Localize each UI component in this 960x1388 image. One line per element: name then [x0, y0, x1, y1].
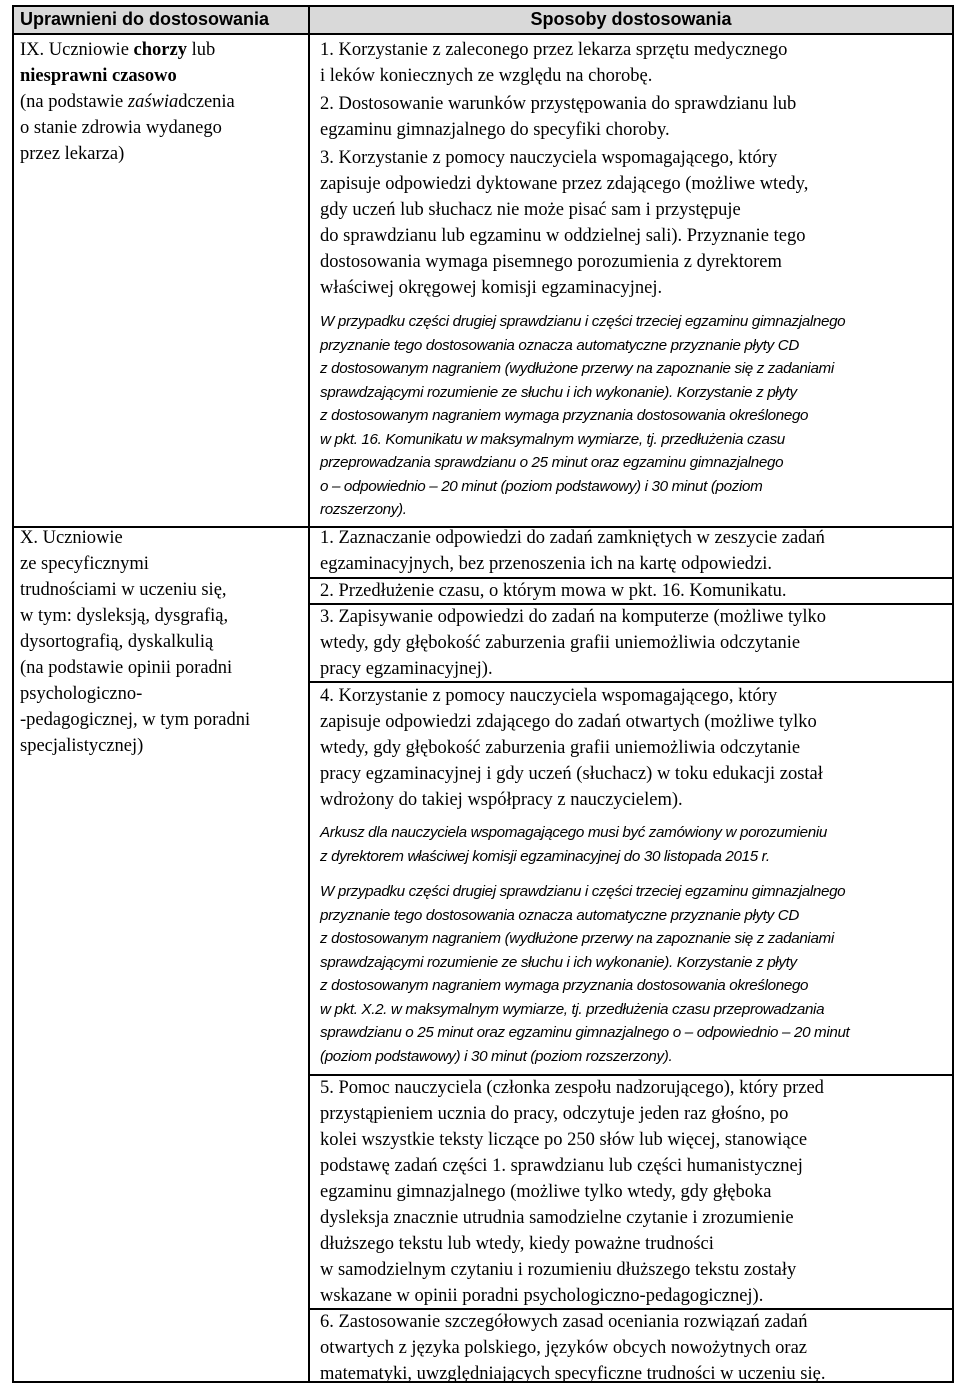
- table-border-top: [12, 5, 954, 7]
- section-ix-note: W przypadku części drugiej sprawdzianu i części trzeciej egzaminu gimnazjalnego przyznanie tego dostosowania oznacza automatyczne przyznanie płyty CD z dostosowanym nagraniem (wydłużone przerwy na zapoznanie się z zadaniami sprawdzającymi rozumienie ze słuchu i ich wykonanie). Korzystanie z płyty z dostosowanym nagraniem wymaga przyznania dostosowania określonego w pkt. 16. Komunikatu w maksymalnym wymiarze, tj. przedłużenia czasu przeprowadzania sprawdzianu o 25 minut oraz egzaminu gimnazjalnego o – odpowiednio – 20 minut (poziom podstawowy) i 30 minut (poziom rozszerzony).: [320, 313, 846, 518]
- table-border-left: [12, 5, 14, 1383]
- header-eligible: Uprawnieni do dostosowania: [12, 5, 308, 33]
- section-ix-item-2: 2. Dostosowanie warunków przystępowania do sprawdzianu lub egzaminu gimnazjalnego do specyfiki choroby.: [320, 94, 797, 140]
- section-x-item-2: 2. Przedłużenie czasu, o którym mowa w pkt. 16. Komunikatu.: [320, 581, 787, 601]
- section-ix-line5: przez lekarza): [20, 144, 125, 164]
- section-x-item-6: 6. Zastosowanie szczegółowych zasad oceniania rozwiązań zadań otwartych z języka polskiego, języków obcych nowożytnych oraz matematyki, uwzględniających specyficzne trudności w uczeniu się.: [320, 1312, 826, 1384]
- section-x-note-2: W przypadku części drugiej sprawdzianu i części trzeciej egzaminu gimnazjalnego przyznanie tego dostosowania oznacza automatyczne przyznanie płyty CD z dostosowanym nagraniem (wydłużone przerwy na zapoznanie się z zadaniami sprawdzającymi rozumienie ze słuchu i ich wykonanie). Korzystanie z płyty z dostosowanym nagraniem wymaga przyznania dostosowania określonego w pkt. X.2. w maksymalnym wymiarze, tj. przedłużenia czasu przeprowadzania sprawdzianu o 25 minut oraz egzaminu gimnazjalnego o – odpowiednio – 20 minut (poziom podstawowy) i 30 minut (poziom rozszerzony).: [320, 883, 850, 1065]
- section-ix-eligible: [20, 37, 306, 167]
- section-x-eligible: X. Uczniowie ze specyficznymi trudnościami w uczeniu się, w tym: dysleksją, dysgrafią, dysortografią, dyskalkulią (na podstawie opinii poradni psychologiczno- -pedagogicznej, w tym poradni specjalistycznej): [20, 528, 251, 756]
- section-x-item-1: 1. Zaznaczanie odpowiedzi do zadań zamkniętych w zeszycie zadań egzaminacyjnych, bez przenoszenia ich na kartę odpowiedzi.: [320, 528, 825, 574]
- section-x-item-5: 5. Pomoc nauczyciela (członka zespołu nadzorującego), który przed przystąpieniem ucznia do pracy, odczytuje jeden raz głośno, po kolei wszystkie teksty liczące po 250 słów lub więcej, stanowiące podstawę zadań części 1. sprawdzianu lub części humanistycznej egzaminu gimnazjalnego (możliwe tylko wtedy, gdy głęboka dysleksja znacznie utrudnia samodzielne czytanie i zrozumienie dłuższego tekstu lub wtedy, kiedy poważne trudności w samodzielnym czytaniu i rozumieniu dłuższego tekstu zostały wskazane w opinii poradni psychologiczno-pedagogicznej).: [320, 1078, 824, 1306]
- column-divider: [308, 5, 310, 1383]
- section-ix-line2: niesprawni czasowo: [20, 66, 177, 86]
- section-ix-line3: (na podstawie zaświadczenia: [20, 92, 235, 112]
- adjustments-table: [12, 5, 954, 1383]
- section-x-item-3: 3. Zapisywanie odpowiedzi do zadań na komputerze (możliwe tylko wtedy, gdy głębokość zaburzenia grafii uniemożliwia odczytanie pracy egzaminacyjnej).: [320, 607, 827, 679]
- header-methods: Sposoby dostosowania: [310, 5, 952, 33]
- section-ix-line1: IX. Uczniowie chorzy lub: [20, 40, 216, 60]
- section-ix-line4: o stanie zdrowia wydanego: [20, 118, 222, 138]
- header-divider: [12, 33, 954, 35]
- table-border-right: [952, 5, 954, 1383]
- section-ix-item-3: 3. Korzystanie z pomocy nauczyciela wspomagającego, który zapisuje odpowiedzi dyktowane przez zdającego (możliwe wtedy, gdy uczeń lub słuchacz nie może pisać sam i przystępuje do sprawdzianu lub egzaminu w oddzielnej sali). Przyznanie tego dostosowania wymaga pisemnego porozumienia z dyrektorem właściwej okręgowej komisji egzaminacyjnej.: [320, 148, 809, 298]
- section-x-note-1: Arkusz dla nauczyciela wspomagającego musi być zamówiony w porozumieniu z dyrektorem właściwej komisji egzaminacyjnej do 30 listopada 2015 r.: [320, 824, 827, 865]
- section-x-item-4: 4. Korzystanie z pomocy nauczyciela wspomagającego, który zapisuje odpowiedzi zdającego do zadań otwartych (możliwe tylko wtedy, gdy głębokość zaburzenia grafii uniemożliwia odczytanie pracy egzaminacyjnej i gdy uczeń (słuchacz) w toku edukacji został wdrożony do takiej współpracy z nauczycielem).: [320, 686, 823, 810]
- section-ix-item-1: 1. Korzystanie z zaleconego przez lekarza sprzętu medycznego i leków koniecznych ze względu na chorobę.: [320, 40, 788, 86]
